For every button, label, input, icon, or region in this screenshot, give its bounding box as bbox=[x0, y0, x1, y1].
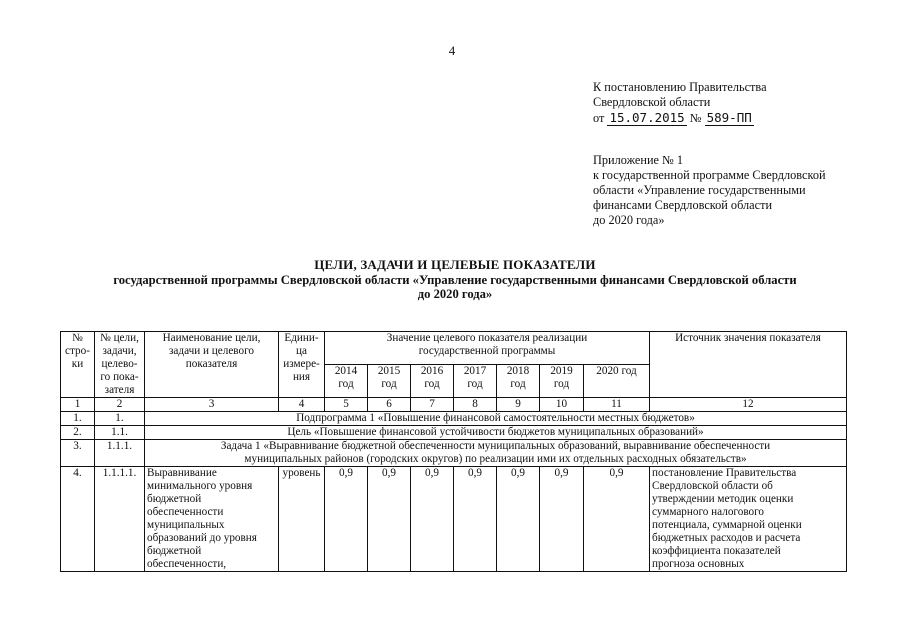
header-row-no: № стро- ки bbox=[61, 332, 95, 398]
value-2015: 0,9 bbox=[368, 467, 411, 572]
goal-title: Цель «Повышение финансовой устойчивости бюджетов муниципальных образований» bbox=[145, 426, 847, 440]
value-2018: 0,9 bbox=[497, 467, 540, 572]
column-number: 9 bbox=[497, 398, 540, 412]
title-line-1: ЦЕЛИ, ЗАДАЧИ И ЦЕЛЕВЫЕ ПОКАЗАТЕЛИ bbox=[314, 257, 596, 272]
title-line-2: государственной программы Свердловской области «Управление государственными финансами Свердловской области bbox=[113, 272, 797, 287]
header-year-2015: 2015 год bbox=[368, 365, 411, 398]
task-title: Задача 1 «Выравнивание бюджетной обеспеченности муниципальных образований, выравнивание обеспеченности муниципальных районов (городских округов) по реализации ими их отдельных расходных обязательств» bbox=[145, 440, 847, 467]
column-numbers-row bbox=[61, 398, 847, 412]
row-code: 1.1.1.1. bbox=[95, 467, 145, 572]
header-year-2016: 2016 год bbox=[411, 365, 454, 398]
row-number: 1. bbox=[61, 412, 95, 426]
header-values-group: Значение целевого показателя реализации государственной программы bbox=[325, 332, 650, 365]
resolution-number: 589-ПП bbox=[706, 110, 752, 125]
header-source: Источник значения показателя bbox=[650, 332, 847, 398]
indicator-source: постановление Правительства Свердловской области об утверждении методик оценки суммарного налогового потенциала, суммарной оценки бюджетных расходов и расчета коэффициента показателей прогноза основных bbox=[650, 467, 847, 572]
appendix-reference bbox=[593, 153, 893, 228]
page-number: 4 bbox=[448, 43, 456, 58]
row-number: 4. bbox=[61, 467, 95, 572]
column-number: 1 bbox=[61, 398, 95, 412]
row-number: 3. bbox=[61, 440, 95, 467]
subprogram-title: Подпрограмма 1 «Повышение финансовой самостоятельности местных бюджетов» bbox=[145, 412, 847, 426]
resolution-date-line bbox=[593, 110, 767, 126]
header-year-2014: 2014 год bbox=[325, 365, 368, 398]
header-year-2018: 2018 год bbox=[497, 365, 540, 398]
table-row-subprogram bbox=[61, 412, 847, 426]
table-row-task bbox=[61, 440, 847, 467]
column-number: 4 bbox=[279, 398, 325, 412]
header-row-1 bbox=[61, 332, 847, 365]
targets-table bbox=[60, 331, 847, 572]
title-line-3: до 2020 года» bbox=[417, 287, 493, 301]
column-number: 7 bbox=[411, 398, 454, 412]
column-number: 10 bbox=[540, 398, 584, 412]
header-year-2019: 2019 год bbox=[540, 365, 584, 398]
header-unit: Едини- ца измере- ния bbox=[279, 332, 325, 398]
document-title bbox=[60, 258, 850, 302]
column-number: 2 bbox=[95, 398, 145, 412]
value-2019: 0,9 bbox=[540, 467, 584, 572]
row-code: 1. bbox=[95, 412, 145, 426]
column-number: 11 bbox=[584, 398, 650, 412]
row-code: 1.1.1. bbox=[95, 440, 145, 467]
appendix-line-5: до 2020 года» bbox=[593, 213, 665, 227]
column-number: 8 bbox=[454, 398, 497, 412]
resolution-from-prefix: от bbox=[593, 111, 605, 125]
appendix-line-3: области «Управление государственными bbox=[593, 183, 806, 197]
resolution-date: 15.07.2015 bbox=[609, 110, 685, 125]
header-year-2020: 2020 год bbox=[584, 365, 650, 398]
table-row-indicator bbox=[61, 467, 847, 572]
header-year-2017: 2017 год bbox=[454, 365, 497, 398]
appendix-line-1: Приложение № 1 bbox=[593, 153, 684, 167]
indicator-name: Выравнивание минимального уровня бюджетной обеспеченности муниципальных образований до уровня бюджетной обеспеченности, bbox=[145, 467, 279, 572]
column-number: 12 bbox=[650, 398, 847, 412]
row-code: 1.1. bbox=[95, 426, 145, 440]
resolution-line-1: К постановлению Правительства bbox=[593, 80, 767, 94]
value-2017: 0,9 bbox=[454, 467, 497, 572]
value-2020: 0,9 bbox=[584, 467, 650, 572]
indicator-unit: уровень bbox=[279, 467, 325, 572]
column-number: 5 bbox=[325, 398, 368, 412]
appendix-line-2: к государственной программе Свердловской bbox=[593, 168, 826, 182]
header-name: Наименование цели, задачи и целевого показателя bbox=[145, 332, 279, 398]
appendix-line-4: финансами Свердловской области bbox=[593, 198, 773, 212]
resolution-number-sign: № bbox=[689, 111, 702, 125]
resolution-line-2: Свердловской области bbox=[593, 95, 711, 109]
header-goal-no: № цели, задачи, целево- го пока- зателя bbox=[95, 332, 145, 398]
table-row-goal bbox=[61, 426, 847, 440]
column-number: 3 bbox=[145, 398, 279, 412]
value-2016: 0,9 bbox=[411, 467, 454, 572]
value-2014: 0,9 bbox=[325, 467, 368, 572]
column-number: 6 bbox=[368, 398, 411, 412]
row-number: 2. bbox=[61, 426, 95, 440]
resolution-reference bbox=[593, 80, 767, 126]
